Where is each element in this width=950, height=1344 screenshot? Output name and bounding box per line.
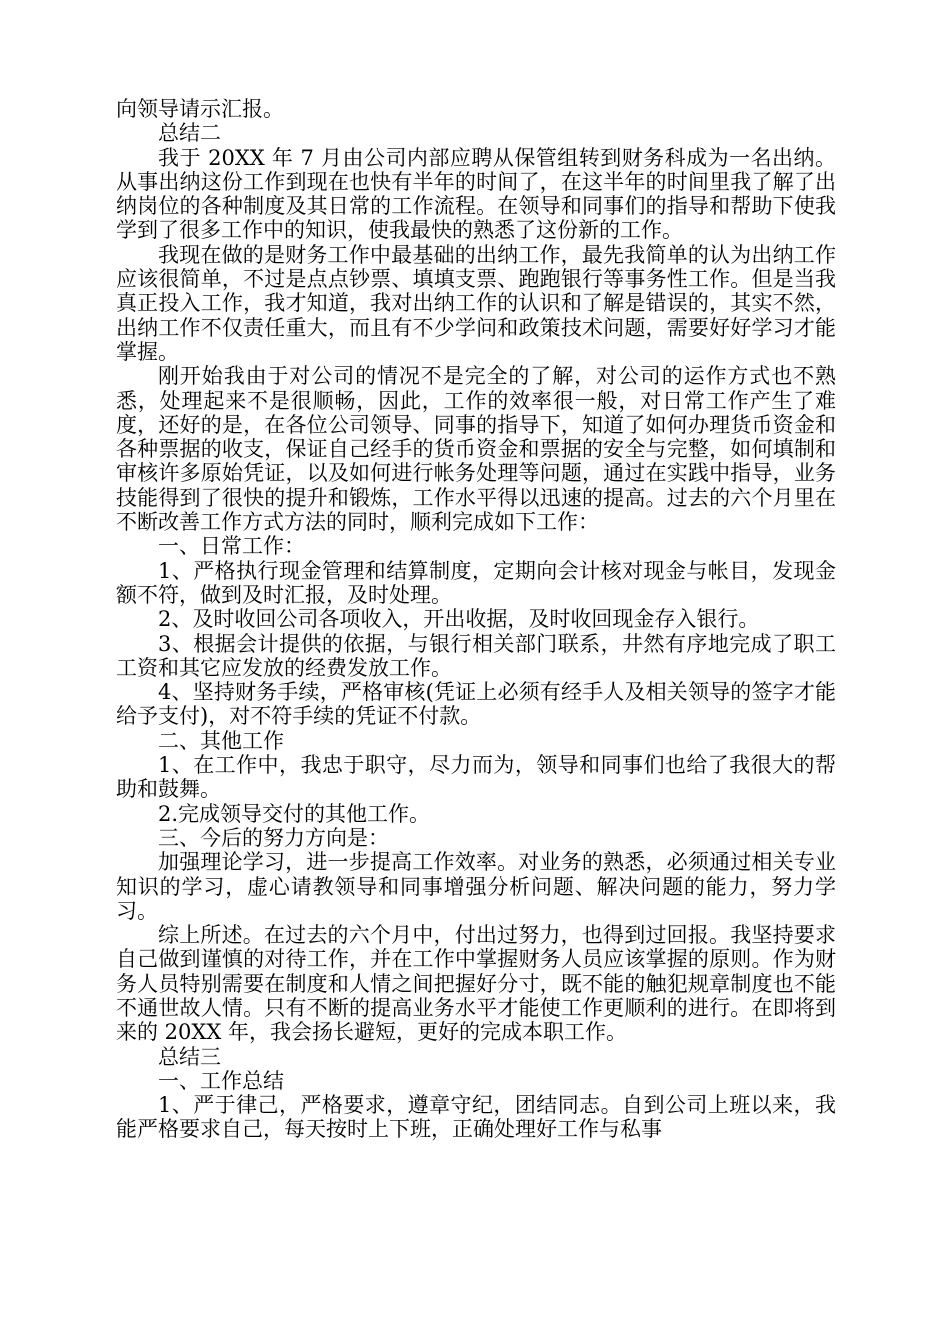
list-item: 1、严格执行现金管理和结算制度，定期向会计核对现金与帐目，发现金额不符，做到及时汇报，及时处理。 [116, 558, 836, 607]
list-item: 1、在工作中，我忠于职守，尽力而为，领导和同事们也给了我很大的帮助和鼓舞。 [116, 753, 836, 802]
list-item: 4、坚持财务手续，严格审核(凭证上必须有经手人及相关领导的签字才能给予支付)，对不符手续的凭证不付款。 [116, 680, 836, 729]
section-heading-summary-three: 总结三 [158, 1044, 221, 1069]
paragraph: 刚开始我由于对公司的情况不是完全的了解，对公司的运作方式也不熟悉，处理起来不是很顺畅，因此，工作的效率很一般，对日常工作产生了难度，还好的是，在各位公司领导、同事的指导下，知道了如何办理货币资金和各种票据的收支，保证自己经手的货币资金和票据的安全与完整，如何填制和审核许多原始凭证，以及如何进行帐务处理等问题，通过在实践中指导，业务技能得到了很快的提升和锻炼，工作水平得以迅速的提高。过去的六个月里在不断改善工作方式方法的同时，顺利完成如下工作： [116, 364, 836, 535]
subheading-future-direction: 三、今后的努力方向是： [158, 825, 389, 850]
paragraph-continuation: 向领导请示汇报。 [116, 97, 284, 121]
paragraph: 我现在做的是财务工作中最基础的出纳工作，最先我简单的认为出纳工作应该很简单，不过是点点钞票、填填支票、跑跑银行等事务性工作。但是当我真正投入工作，我才知道，我对出纳工作的认识和了解是错误的，其实不然，出纳工作不仅责任重大，而且有不少学问和政策技术问题，需要好好学习才能掌握。 [116, 242, 836, 364]
document-body [116, 97, 836, 1142]
subheading-daily-work: 一、日常工作： [158, 534, 305, 559]
paragraph: 综上所述。在过去的六个月中，付出过努力，也得到过回报。我坚持要求自己做到谨慎的对待工作，并在工作中掌握财务人员应该掌握的原则。作为财务人员特别需要在制度和人情之间把握好分寸，既不能的触犯规章制度也不能不通世故人情。只有不断的提高业务水平才能使工作更顺利的进行。在即将到来的 20XX 年，我会扬长避短，更好的完成本职工作。 [116, 923, 836, 1045]
subheading-other-work: 二、其他工作 [158, 728, 284, 753]
section-heading-summary-two: 总结二 [158, 121, 221, 146]
list-item: 1、严于律己，严格要求，遵章守纪，团结同志。自到公司上班以来，我能严格要求自己，每天按时上下班，正确处理好工作与私事 [116, 1093, 836, 1142]
subheading-work-summary: 一、工作总结 [158, 1068, 284, 1093]
paragraph: 我于 20XX 年 7 月由公司内部应聘从保管组转到财务科成为一名出纳。从事出纳这份工作到现在也快有半年的时间了，在这半年的时间里我了解了出纳岗位的各种制度及其日常的工作流程。在领导和同事们的指导和帮助下使我学到了很多工作中的知识，使我最快的熟悉了这份新的工作。 [116, 145, 836, 243]
list-item: 3、根据会计提供的依据，与银行相关部门联系，井然有序地完成了职工工资和其它应发放的经费发放工作。 [116, 631, 836, 680]
list-item: 2.完成领导交付的其他工作。 [158, 801, 431, 826]
paragraph: 加强理论学习，进一步提高工作效率。对业务的熟悉，必须通过相关专业知识的学习，虚心请教领导和同事增强分析问题、解决问题的能力，努力学习。 [116, 850, 836, 923]
list-item: 2、及时收回公司各项收入，开出收据，及时收回现金存入银行。 [158, 607, 760, 632]
